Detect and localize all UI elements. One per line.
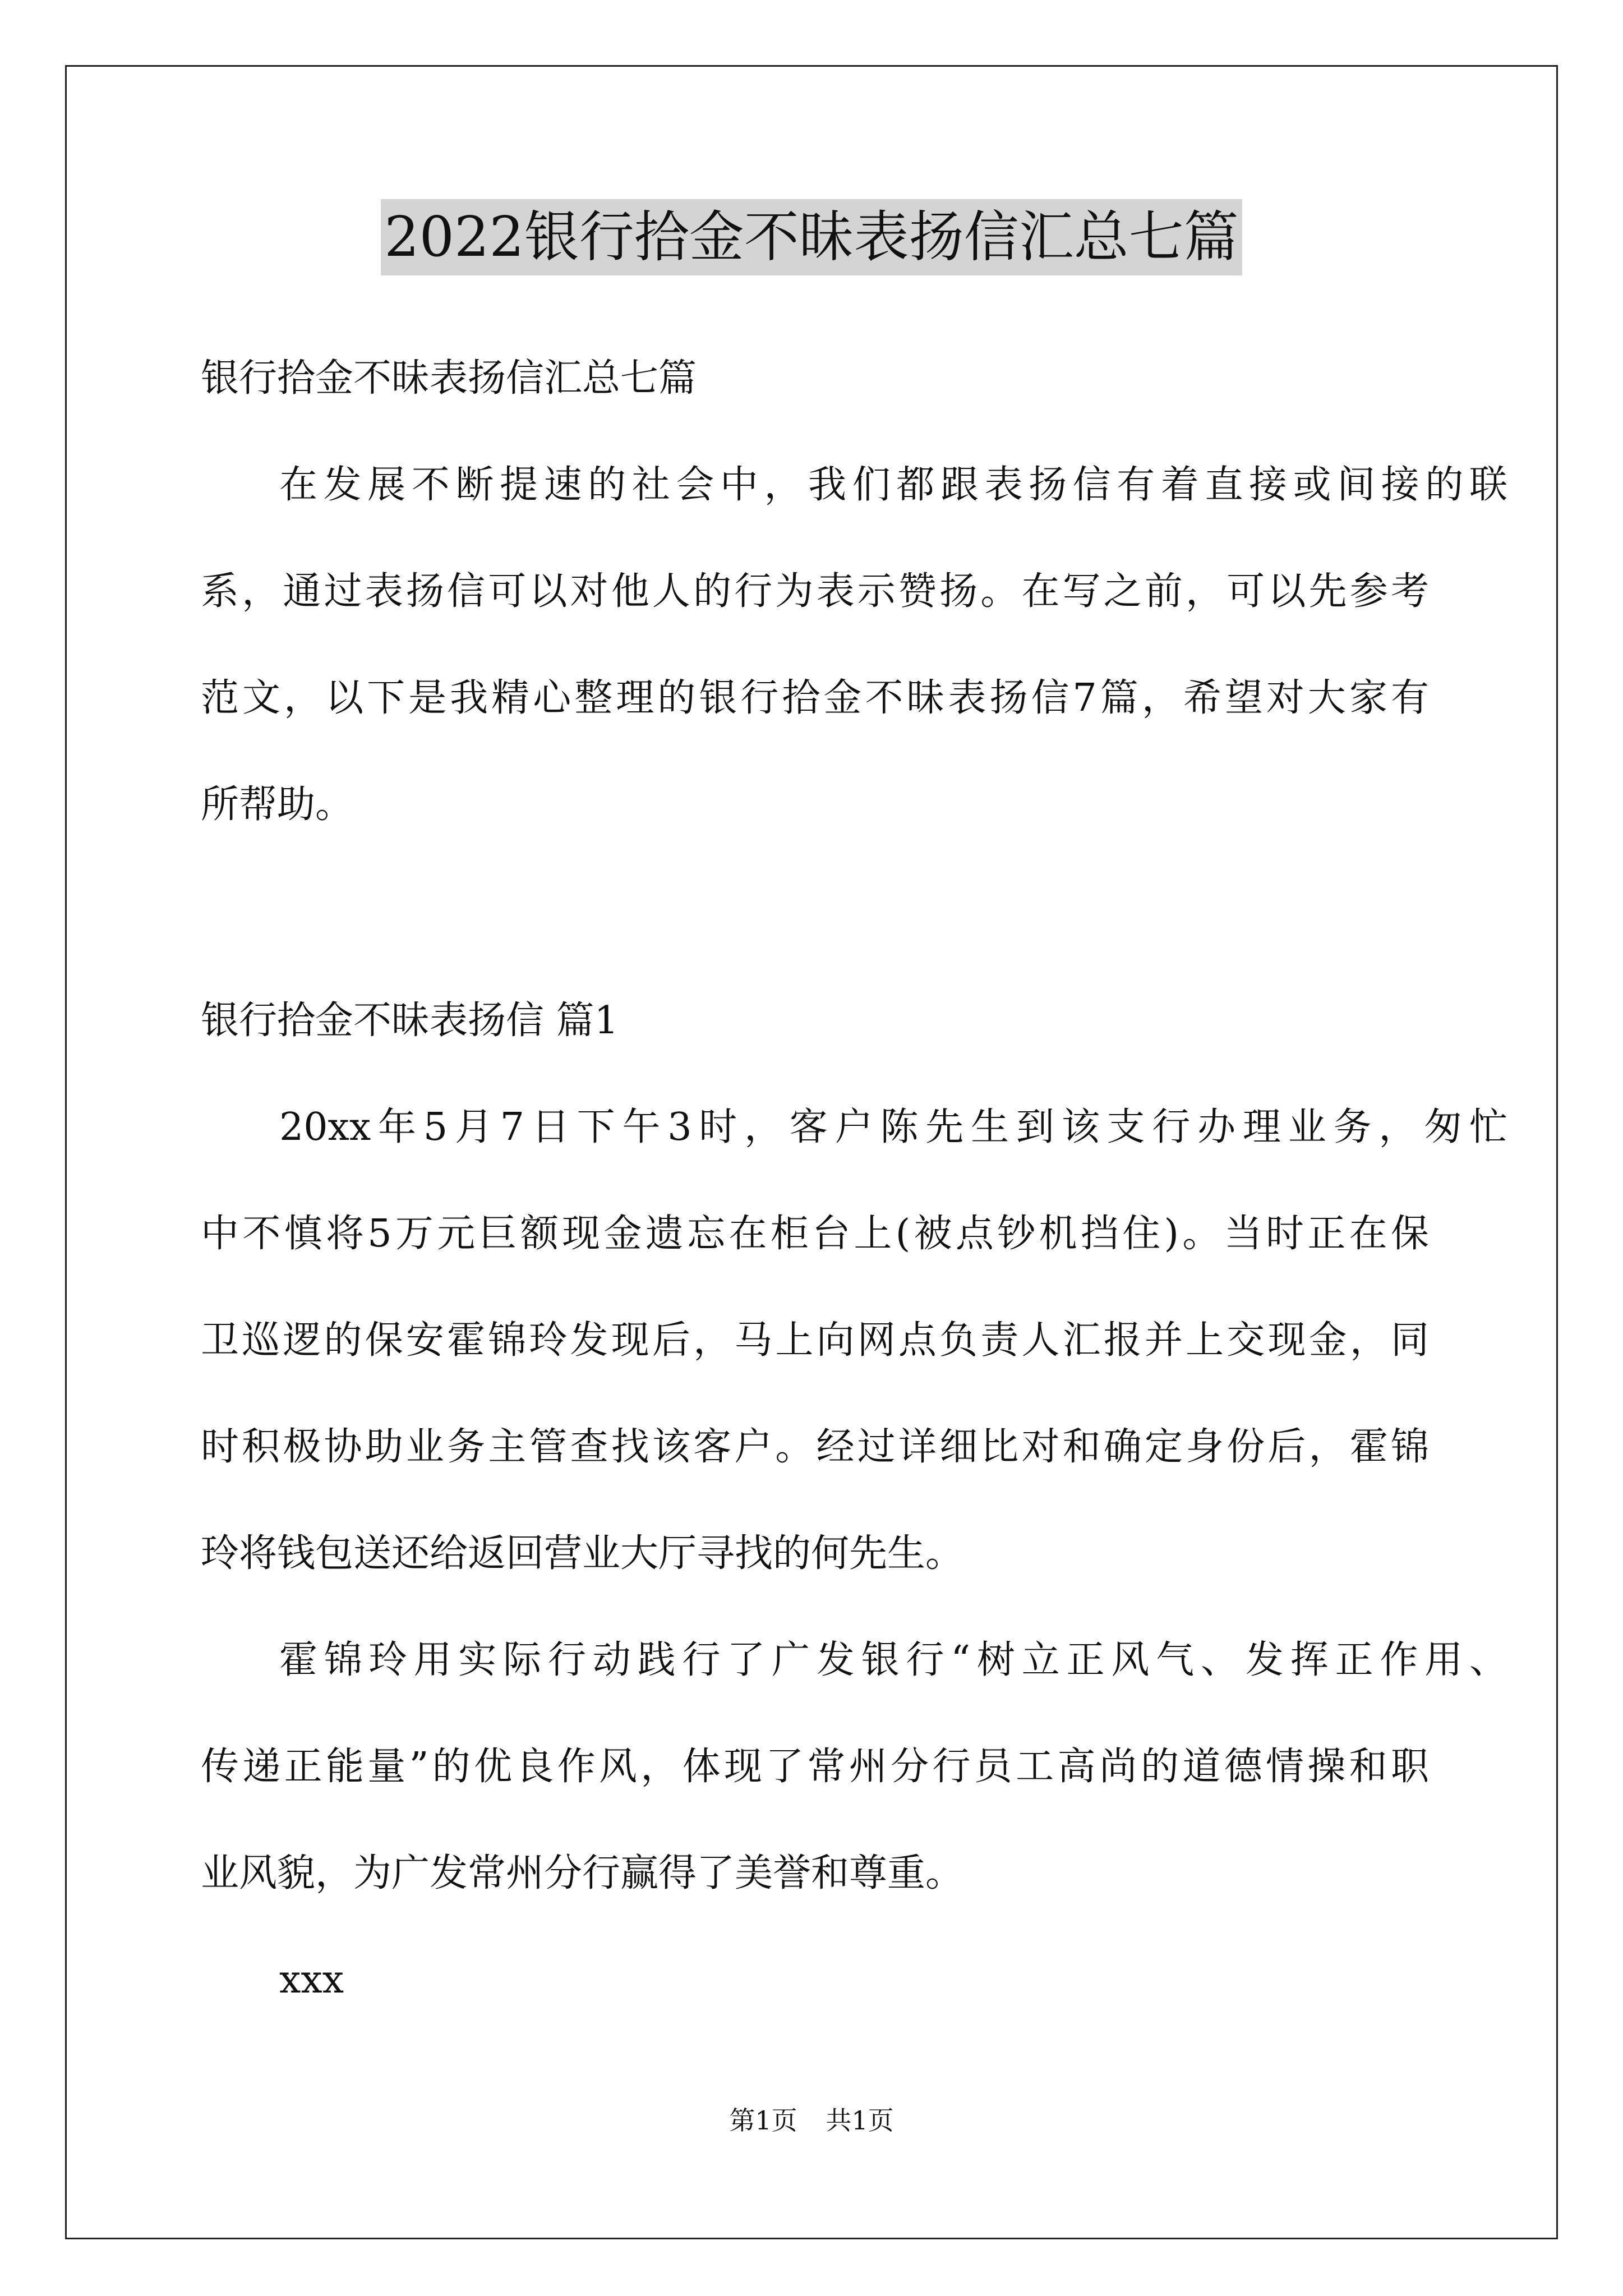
document-title: 2022银行拾金不昧表扬信汇总七篇 (381, 199, 1242, 275)
paragraph1-line-4: 时积极协助业务主管查找该客户。经过详细比对和确定身份后，霍锦 (201, 1425, 1429, 1469)
paragraph2-line-1: 霍锦玲用实际行动践行了广发银行“树立正风气、发挥正作用、 (279, 1638, 1507, 1682)
paragraph1-line-5: 玲将钱包送还给返回营业大厅寻找的何先生。 (201, 1531, 964, 1576)
document-subtitle: 银行拾金不昧表扬信汇总七篇 (201, 356, 697, 401)
paragraph2-line-2: 传递正能量”的优良作风，体现了常州分行员工高尚的道德情操和职 (201, 1745, 1429, 1789)
paragraph2-line-3: 业风貌，为广发常州分行赢得了美誉和尊重。 (201, 1851, 964, 1895)
page-footer (0, 2104, 1623, 2137)
page-number-total: 共1页 (826, 2105, 894, 2136)
page-number-current: 第1页 (729, 2105, 797, 2136)
intro-line-1: 在发展不断提速的社会中，我们都跟表扬信有着直接或间接的联 (279, 463, 1507, 507)
paragraph1-line-2: 中不慎将5万元巨额现金遗忘在柜台上(被点钞机挡住)。当时正在保 (201, 1212, 1429, 1256)
intro-line-2: 系，通过表扬信可以对他人的行为表示赞扬。在写之前，可以先参考 (201, 569, 1429, 614)
paragraph1-line-1: 20xx年5月7日下午3时，客户陈先生到该支行办理业务，匆忙 (279, 1105, 1507, 1149)
title-wrap (0, 199, 1623, 275)
intro-line-4: 所帮助。 (201, 783, 354, 827)
signature: xxx (279, 1958, 344, 2002)
paragraph1-line-3: 卫巡逻的保安霍锦玲发现后，马上向网点负责人汇报并上交现金，同 (201, 1318, 1429, 1363)
section-heading: 银行拾金不昧表扬信 篇1 (201, 999, 619, 1043)
intro-line-3: 范文，以下是我精心整理的银行拾金不昧表扬信7篇，希望对大家有 (201, 676, 1429, 720)
